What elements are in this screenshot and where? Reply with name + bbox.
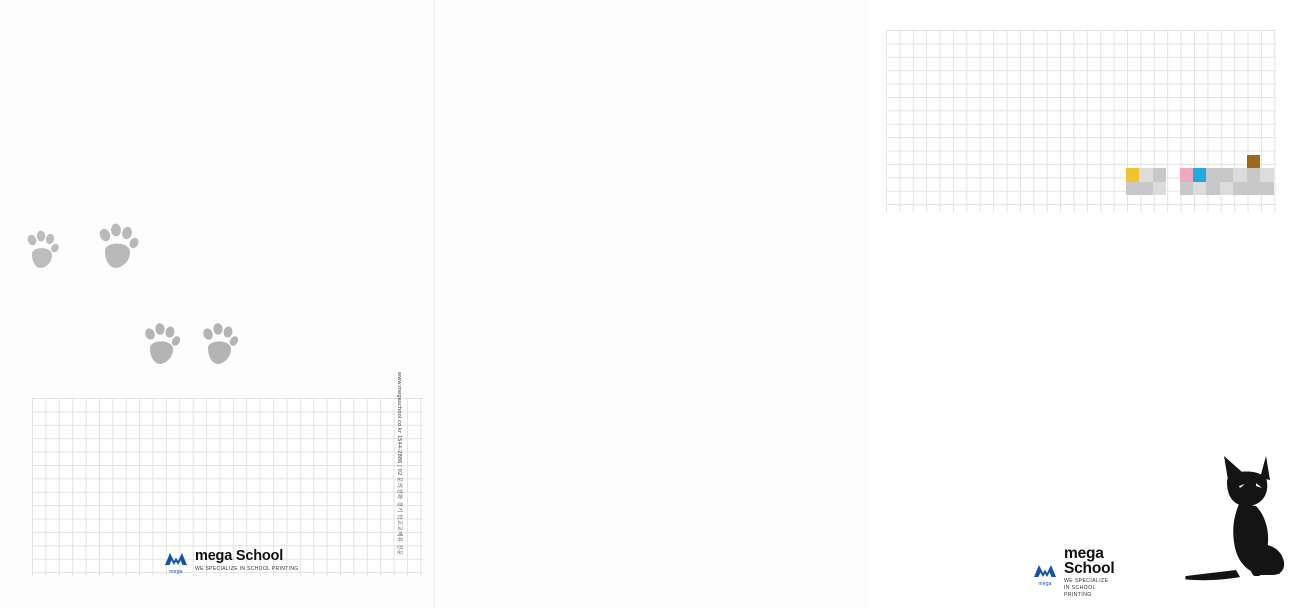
logo-tagline: WE SPECIALIZE IN SCHOOL PRINTING bbox=[1064, 578, 1109, 598]
logo-tagline: WE SPECIALIZE IN SCHOOL PRINTING bbox=[195, 566, 299, 572]
logo-text-group bbox=[1064, 546, 1114, 599]
back-cover-page bbox=[0, 0, 434, 608]
logo-mark-label: mega bbox=[169, 569, 183, 575]
logo-text-group bbox=[195, 549, 299, 573]
paw-print-icon bbox=[24, 230, 60, 270]
paw-print-icon bbox=[96, 222, 140, 270]
logo-back-cover bbox=[163, 548, 299, 574]
front-cover-page bbox=[434, 0, 1115, 608]
logo-title: mega School bbox=[1064, 545, 1115, 577]
logo-front-cover bbox=[1032, 546, 1114, 599]
logo-mark-label: mega bbox=[1038, 580, 1052, 587]
spine-credit-text: www.megaschool.co.kr 1544-2886 | 02 문의전화 경기 학교교재류 전문 bbox=[396, 372, 402, 556]
note-pixel-word bbox=[1126, 155, 1274, 195]
black-cat-illustration bbox=[1184, 450, 1294, 582]
mega-school-logo-mark bbox=[163, 548, 189, 574]
paw-print-icon bbox=[142, 322, 182, 366]
mega-school-logo-mark bbox=[1032, 560, 1058, 586]
spine-fold-line bbox=[434, 0, 435, 608]
paw-print-icon bbox=[200, 322, 240, 366]
logo-title: mega School bbox=[195, 548, 284, 564]
